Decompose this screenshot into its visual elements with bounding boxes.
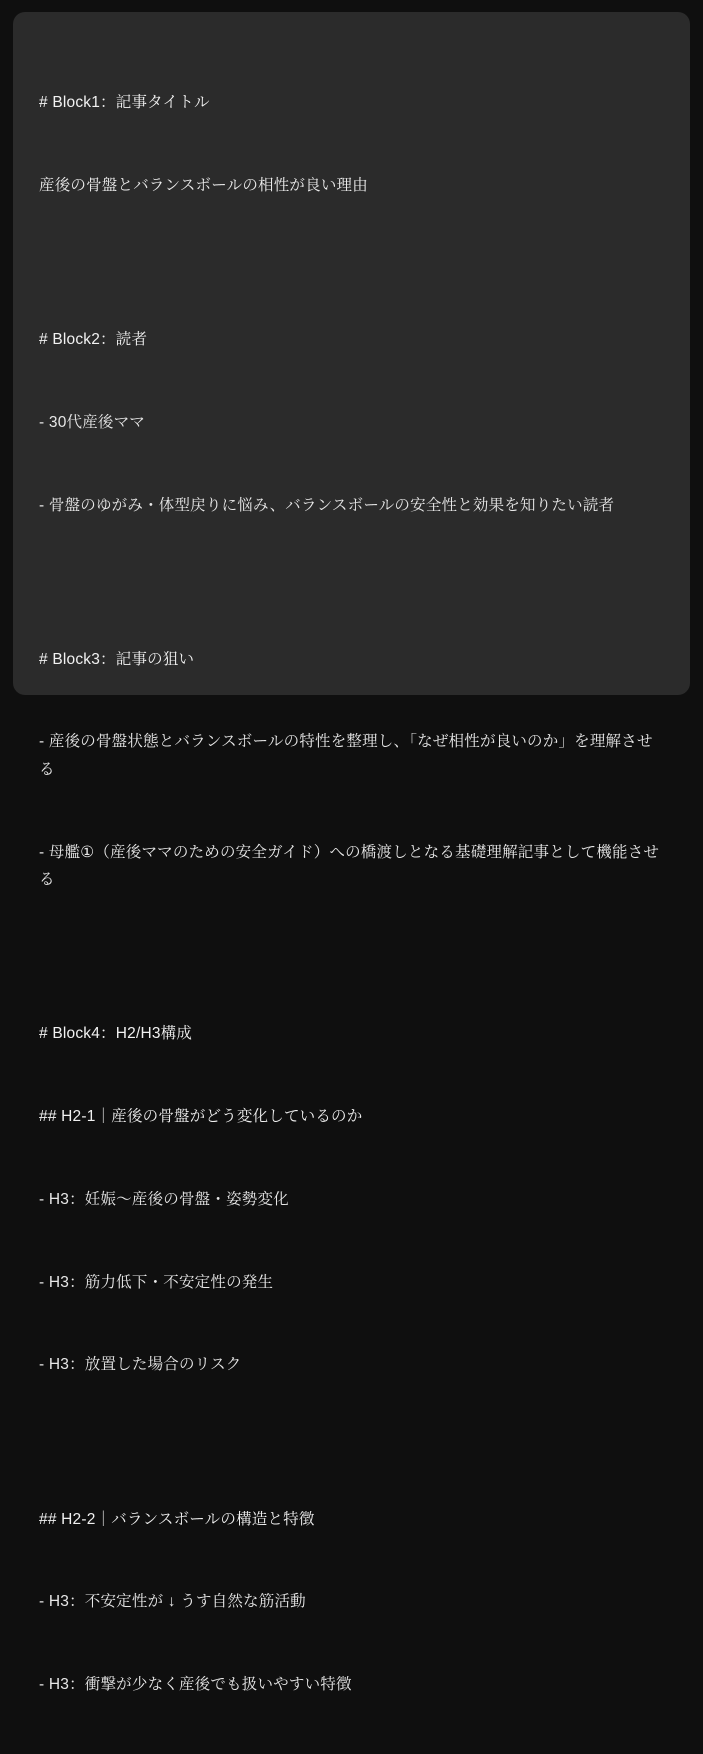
document-line: # Block4：H2/H3構成 — [39, 1025, 193, 1043]
document-body — [39, 34, 664, 1754]
document-line: - H3：筋力低下・不安定性の発生 — [39, 1273, 274, 1291]
document-line: - 骨盤のゆがみ・体型戻りに悩み、バランスボールの安全性と効果を知りたい読者 — [39, 496, 615, 514]
document-blank-line — [39, 574, 664, 590]
document-blank-line — [39, 1434, 664, 1450]
document-line: ## H2-1｜産後の骨盤がどう変化しているのか — [39, 1108, 363, 1126]
document-line: - 30代産後ママ — [39, 413, 146, 431]
document-line: # Block1：記事タイトル — [39, 94, 210, 112]
document-line: # Block2：読者 — [39, 331, 148, 349]
document-line: - H3：放置した場合のリスク — [39, 1356, 242, 1374]
document-line: - H3：衝撃が少なく産後でも扱いやすい特徴 — [39, 1676, 352, 1694]
document-line: - 産後の骨盤状態とバランスボールの特性を整理し、「なぜ相性が良いのか」を理解させる — [39, 733, 653, 778]
document-line: # Block3：記事の狙い — [39, 650, 195, 668]
document-blank-line — [39, 949, 664, 965]
document-line: - H3：妊娠〜産後の骨盤・姿勢変化 — [39, 1190, 289, 1208]
document-line: - 母艦①（産後ママのための安全ガイド）への橋渡しとなる基礎理解記事として機能させる — [39, 843, 660, 889]
document-blank-line — [39, 255, 664, 271]
document-line: ## H2-2｜バランスボールの構造と特徴 — [39, 1510, 315, 1528]
document-line: - H3：不安定性が ↓ うす自然な筋活動 — [39, 1593, 306, 1611]
document-line: 産後の骨盤とバランスボールの相性が良い理由 — [39, 176, 368, 194]
document-panel — [13, 12, 690, 1694]
